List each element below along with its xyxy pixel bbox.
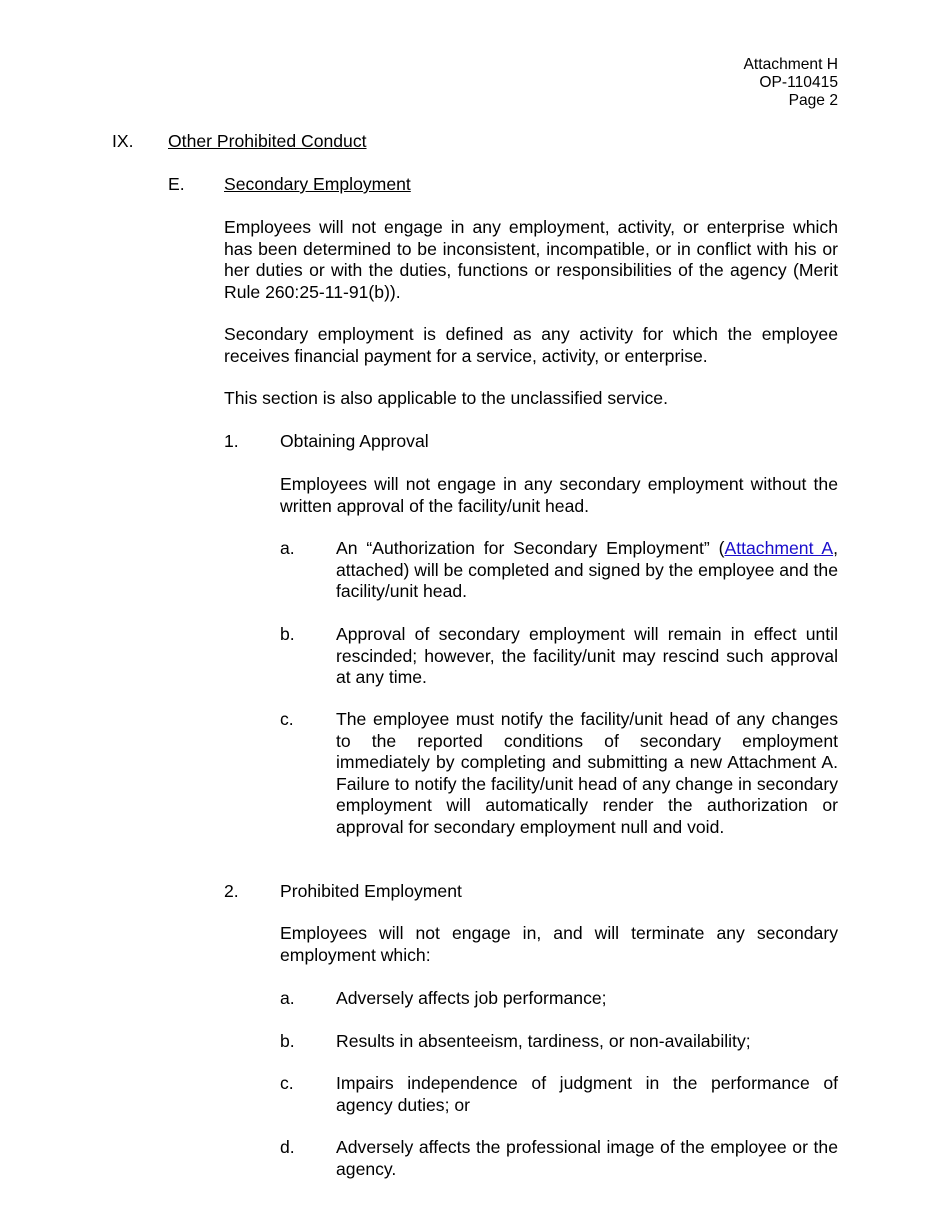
page-header xyxy=(744,56,838,110)
item-1c-text: The employee must notify the facility/unit head of any changes to the reported conditions of secondary employment immediately by completing and submitting a new Attachment A. Failure to notify the facility/unit head of any change in secondary employment will automatically render the authorization or approval for secondary employment null and void. xyxy=(336,709,838,837)
item-1a-text xyxy=(336,538,838,603)
document-number: OP-110415 xyxy=(759,74,838,91)
item-1b-letter: b. xyxy=(280,624,295,644)
subsection-paragraph-3: This section is also applicable to the unclassified service. xyxy=(224,388,668,408)
item-2c-letter: c. xyxy=(280,1073,294,1093)
item-1-number: 1. xyxy=(224,431,239,451)
item-2-intro: Employees will not engage in, and will terminate any secondary employment which: xyxy=(280,923,838,965)
section-number: IX. xyxy=(112,131,134,151)
item-2b-text: Results in absenteeism, tardiness, or non-availability; xyxy=(336,1031,751,1051)
item-1a-letter: a. xyxy=(280,538,295,558)
item-1a-text-after: , attached) will be completed and signed by the employee and the facility/unit head. xyxy=(336,538,838,601)
attachment-a-link[interactable]: Attachment A xyxy=(724,538,834,558)
item-2a-text: Adversely affects job performance; xyxy=(336,988,607,1008)
item-1b-text: Approval of secondary employment will remain in effect until rescinded; however, the facility/unit may rescind such approval at any time. xyxy=(336,624,838,687)
subsection-paragraph-1: Employees will not engage in any employment, activity, or enterprise which has been determined to be inconsistent, incompatible, or in conflict with his or her duties or with the duties, functions or responsibilities of the agency (Merit Rule 260:25-11-91(b)). xyxy=(224,217,838,302)
item-2-number: 2. xyxy=(224,881,239,901)
subsection-paragraph-2: Secondary employment is defined as any activity for which the employee receives financial payment for a service, activity, or enterprise. xyxy=(224,324,838,366)
item-2c-text: Impairs independence of judgment in the performance of agency duties; or xyxy=(336,1073,838,1115)
item-2-title: Prohibited Employment xyxy=(280,881,462,901)
item-2a-letter: a. xyxy=(280,988,295,1008)
item-1-intro: Employees will not engage in any secondary employment without the written approval of the facility/unit head. xyxy=(280,474,838,516)
subsection-letter: E. xyxy=(168,174,185,194)
item-2d-text: Adversely affects the professional image of the employee or the agency. xyxy=(336,1137,838,1179)
page-number: Page 2 xyxy=(788,92,838,109)
subsection-title: Secondary Employment xyxy=(224,174,411,194)
item-1c-letter: c. xyxy=(280,709,294,729)
item-1a-text-before: An “Authorization for Secondary Employment” ( xyxy=(336,538,725,558)
section-title: Other Prohibited Conduct xyxy=(168,131,367,151)
attachment-label: Attachment H xyxy=(743,56,838,73)
item-2d-letter: d. xyxy=(280,1137,295,1157)
item-2b-letter: b. xyxy=(280,1031,295,1051)
item-1-title: Obtaining Approval xyxy=(280,431,429,451)
